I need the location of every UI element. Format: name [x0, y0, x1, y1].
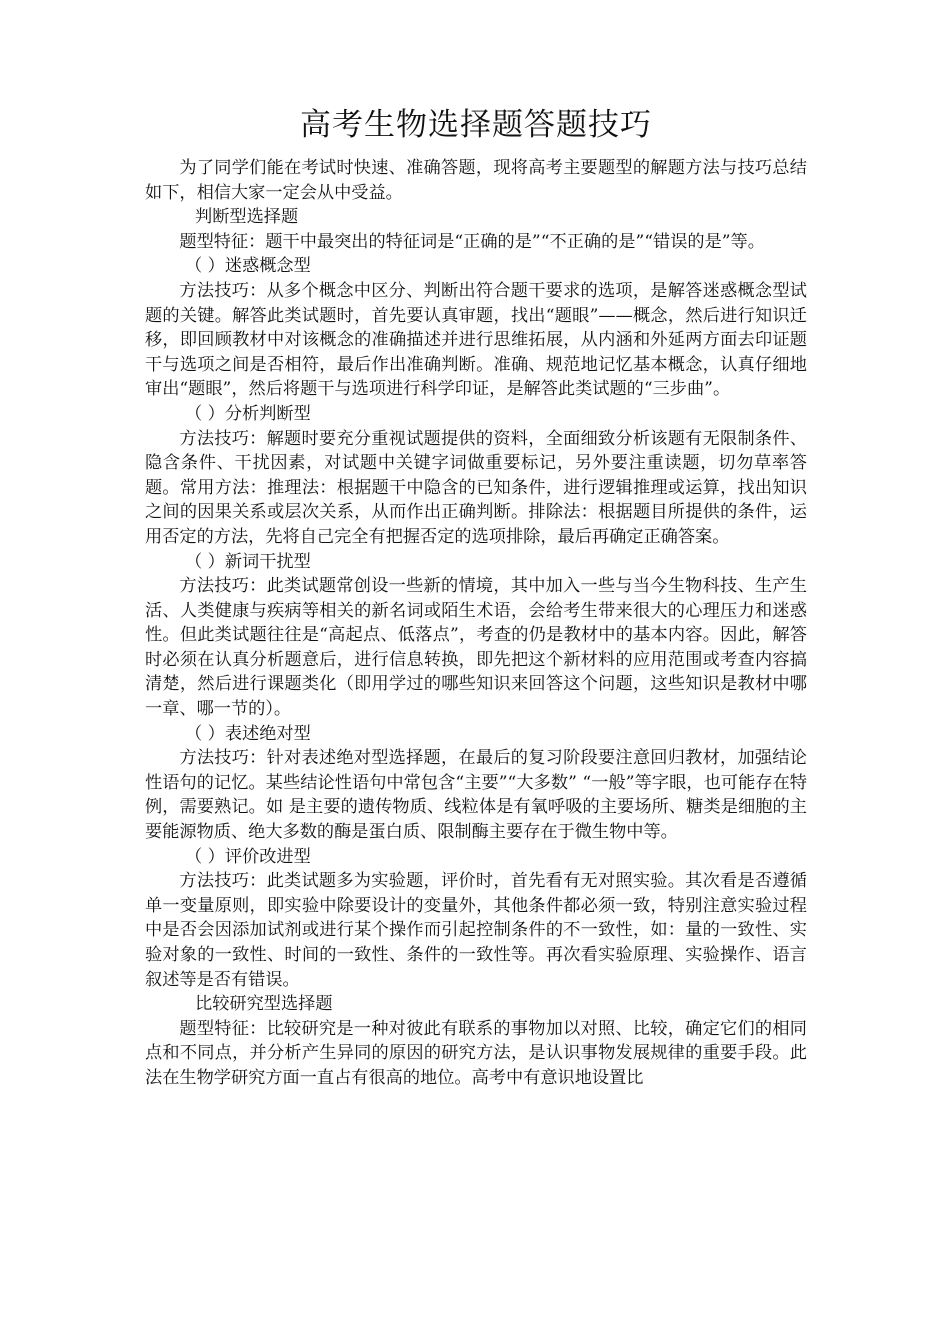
subsection-label-analysis: （ ）分析判断型 [185, 403, 311, 424]
subsection-label-absolute: （ ）表述绝对型 [185, 723, 311, 744]
subsection-label-confusing-concept: （ ）迷惑概念型 [185, 256, 311, 277]
intro-paragraph: 为了同学们能在考试时快速、准确答题，现将高考主要题型的解题方法与技巧总结如下，相信大家一定会从中受益。 [145, 158, 807, 203]
subsection-label-evaluation: （ ）评价改进型 [185, 846, 311, 867]
subsection-text-evaluation: 方法技巧：此类试题多为实验题，评价时，首先看有无对照实验。其次看是否遵循单一变量原则，即实验中除要设计的变量外，其他条件都必须一致，特别注意实验过程中是否会因添加试剂或进行某个操作而引起控制条件的不一致性，如：量的一致性、实验对象的一致性、时间的一致性、条件的一致性等。再次看实验原理、实验操作、语言叙述等是否有错误。 [145, 871, 807, 990]
subsection-text-new-terms: 方法技巧：此类试题常创设一些新的情境，其中加入一些与当今生物科技、生产生活、人类健康与疾病等相关的新名词或陌生术语，会给考生带来很大的心理压力和迷惑性。但此类试题往往是“高起点、低落点”，考查的仍是教材中的基本内容。因此，解答时必须在认真分析题意后，进行信息转换，即先把这个新材料的应用范围或考查内容搞清楚，然后进行课题类化（即用学过的哪些知识来回答这个问题，这些知识是教材中哪一章、哪一节的）。 [145, 576, 807, 720]
subsection-label-new-terms: （ ）新词干扰型 [185, 551, 311, 572]
subsection-text-analysis: 方法技巧：解题时要充分重视试题提供的资料，全面细致分析该题有无限制条件、隐含条件、干扰因素，对试题中关键字词做重要标记，另外要注重读题，切勿草率答题。常用方法：推理法：根据题干中隐含的已知条件，进行逻辑推理或运算，找出知识之间的因果关系或层次关系，从而作出正确判断。排除法：根据题目所提供的条件，运用否定的方法，先将自己完全有把握否定的选项排除，最后再确定正确答案。 [145, 428, 807, 547]
subsection-text-absolute: 方法技巧：针对表述绝对型选择题，在最后的复习阶段要注意回归教材，加强结论性语句的记忆。某些结论性语句中常包含“主要”“大多数” “一般”等字眼，也可能存在特例，需要熟记。如 是主要的遗传物质、线粒体是有氧呼吸的主要场所、糖类是细胞的主要能源物质、绝大多数的酶是蛋白质、限制酶主要存在于微生物中等。 [145, 748, 807, 843]
document-page [145, 100, 807, 1091]
section-heading-comparison: 比较研究型选择题 [195, 994, 333, 1015]
section-heading-judgment: 判断型选择题 [195, 207, 299, 228]
section-feature-comparison: 题型特征：比较研究是一种对彼此有联系的事物加以对照、比较，确定它们的相同点和不同点，并分析产生异同的原因的研究方法，是认识事物发展规律的重要手段。此法在生物学研究方面一直占有很高的地位。高考中有意识地设置比 [145, 1018, 807, 1088]
subsection-text-confusing-concept: 方法技巧：从多个概念中区分、判断出符合题干要求的选项，是解答迷惑概念型试题的关键。解答此类试题时，首先要认真审题，找出“题眼”——概念，然后进行知识迁移，即回顾教材中对该概念的准确描述并进行思维拓展，从内涵和外延两方面去印证题干与选项之间是否相符，最后作出准确判断。准确、规范地记忆基本概念，认真仔细地审出“题眼”，然后将题干与选项进行科学印证，是解答此类试题的“三步曲”。 [145, 280, 807, 400]
page-title: 高考生物选择题答题技巧 [300, 107, 652, 143]
section-feature-judgment: 题型特征：题干中最突出的特征词是“正确的是”“不正确的是”“错误的是”等。 [179, 231, 765, 252]
